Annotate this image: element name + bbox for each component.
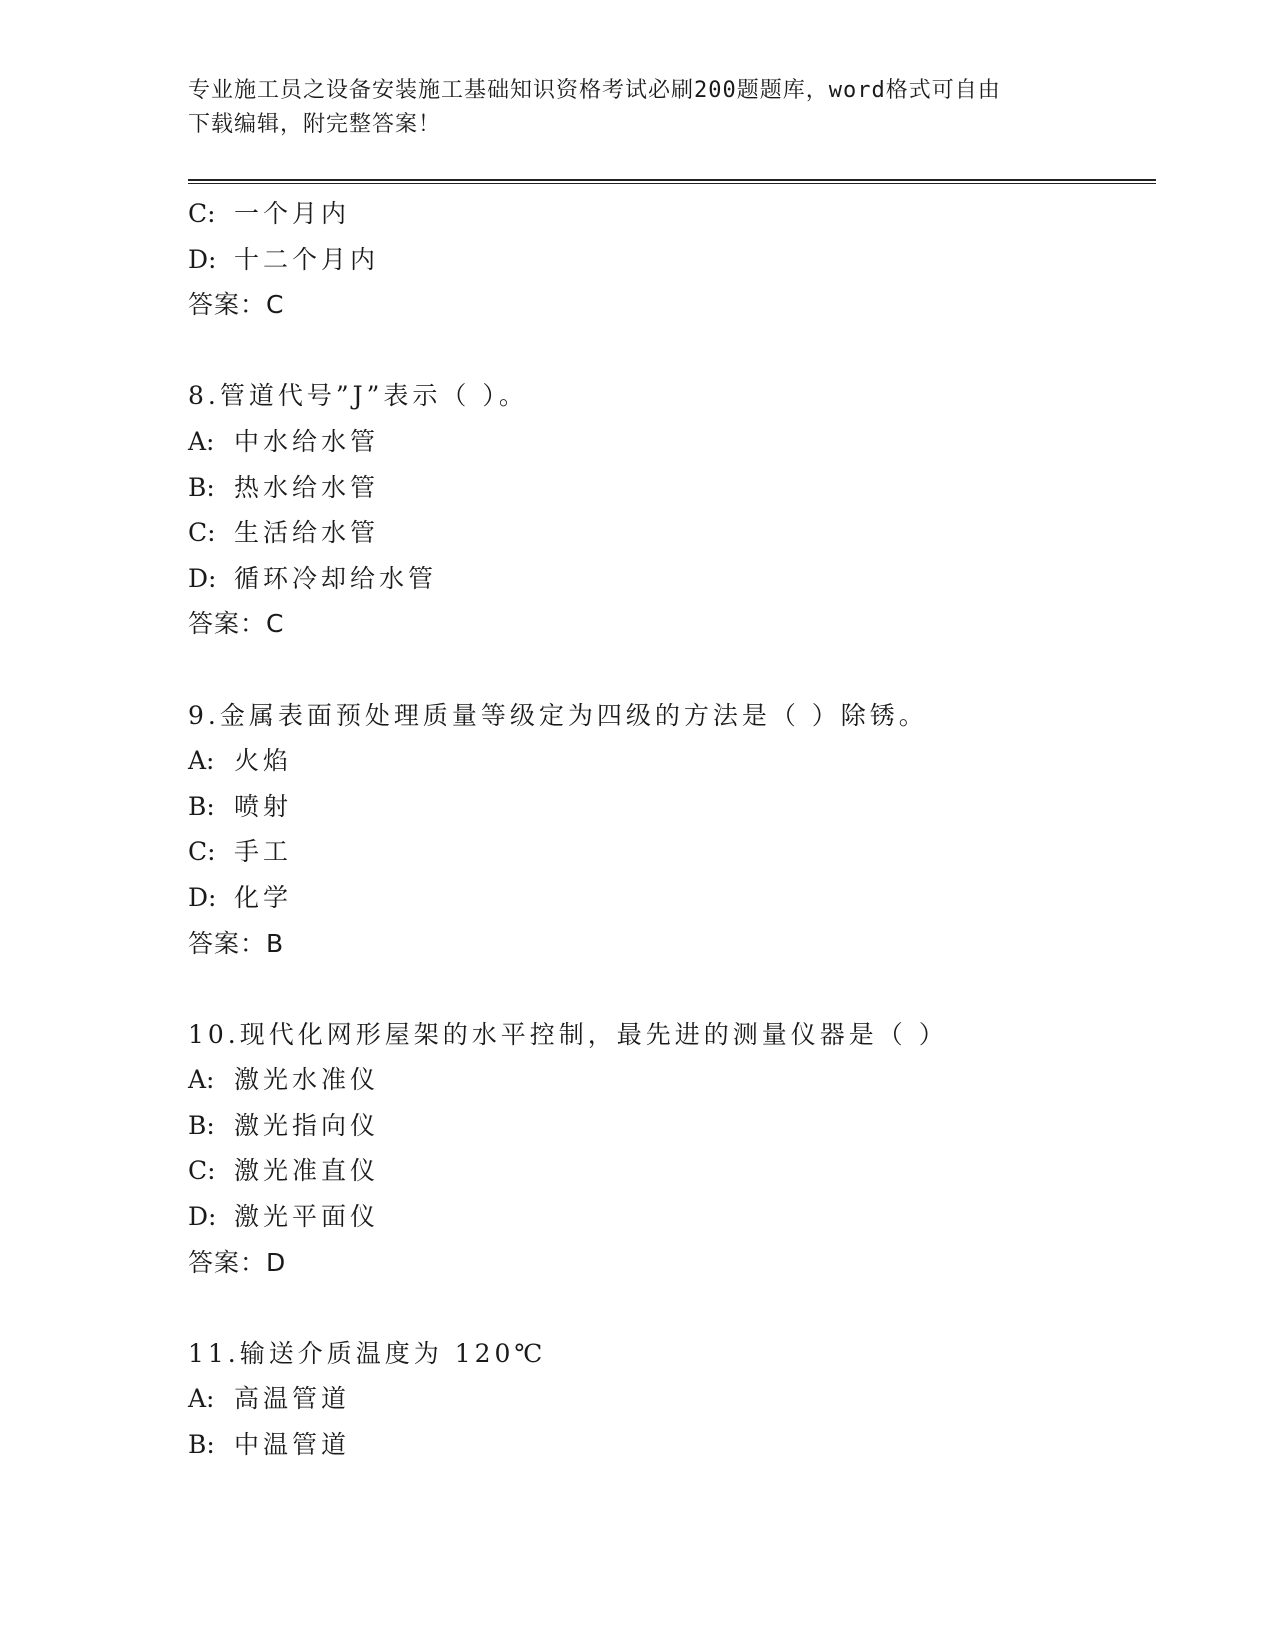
header-divider <box>188 179 1156 184</box>
document-header <box>188 74 1088 142</box>
option-text: 激光平面仪 <box>234 1202 380 1232</box>
option-letter: B: <box>188 791 215 821</box>
option-text: 激光准直仪 <box>234 1156 380 1186</box>
question-stem: 8.管道代号”J”表示（ ）。 <box>188 381 528 411</box>
option-letter: A: <box>188 746 215 776</box>
option-text: 手工 <box>234 837 293 867</box>
option-a <box>188 738 1148 784</box>
option-b <box>188 1422 1148 1468</box>
option-letter: C: <box>188 837 216 867</box>
option-text: 化学 <box>234 882 293 912</box>
option-text: 喷射 <box>234 791 293 821</box>
option-a <box>188 1057 1148 1103</box>
option-letter: A: <box>188 426 215 456</box>
option-text: 一个月内 <box>234 199 351 228</box>
option-letter: A: <box>188 1384 215 1414</box>
question-stem: 11.输送介质温度为 120℃ <box>188 1338 547 1368</box>
answer-line: 答案：C <box>188 290 285 320</box>
option-b <box>188 1103 1148 1149</box>
option-letter: B: <box>188 1430 215 1460</box>
option-d <box>188 875 1148 921</box>
option-letter: B: <box>188 1110 215 1140</box>
option-d <box>188 556 1148 602</box>
option-text: 中温管道 <box>234 1430 351 1460</box>
option-text: 十二个月内 <box>234 244 380 274</box>
option-c <box>188 1148 1148 1194</box>
question-list <box>188 191 1148 1468</box>
option-letter: A: <box>188 1065 215 1095</box>
option-text: 中水给水管 <box>234 426 380 456</box>
option-b <box>188 784 1148 830</box>
option-b <box>188 465 1148 511</box>
question-stem: 10.现代化网形屋架的水平控制，最先进的测量仪器是（ ） <box>188 1019 948 1049</box>
option-text: 激光指向仪 <box>234 1110 380 1140</box>
option-letter: D: <box>188 1202 217 1232</box>
option-text: 激光水准仪 <box>234 1065 380 1095</box>
option-letter: D: <box>188 244 217 274</box>
option-letter: D: <box>188 882 217 912</box>
option-text: 生活给水管 <box>234 518 380 548</box>
option-letter: D: <box>188 563 217 593</box>
option-c <box>188 829 1148 875</box>
option-text: 热水给水管 <box>234 472 380 502</box>
option-text: 循环冷却给水管 <box>234 563 438 593</box>
option-d <box>188 1194 1148 1240</box>
option-a <box>188 419 1148 465</box>
option-c <box>188 510 1148 556</box>
option-letter: C: <box>188 199 216 228</box>
option-letter: C: <box>188 1156 216 1186</box>
option-a <box>188 1376 1148 1422</box>
option-letter: C: <box>188 518 216 548</box>
question-stem: 9.金属表面预处理质量等级定为四级的方法是（ ）除锈。 <box>188 700 928 730</box>
option-text: 火焰 <box>234 746 293 776</box>
answer-line: 答案：D <box>188 1247 287 1277</box>
option-text: 高温管道 <box>234 1384 351 1414</box>
answer-line: 答案：C <box>188 609 285 639</box>
option-letter: B: <box>188 472 215 502</box>
header-line-1: 专业施工员之设备安装施工基础知识资格考试必刷200题题库，word格式可自由 <box>188 78 1001 103</box>
header-line-2: 下载编辑，附完整答案！ <box>188 112 442 137</box>
option-c <box>188 191 1148 237</box>
option-d <box>188 237 1148 283</box>
answer-line: 答案：B <box>188 928 285 958</box>
